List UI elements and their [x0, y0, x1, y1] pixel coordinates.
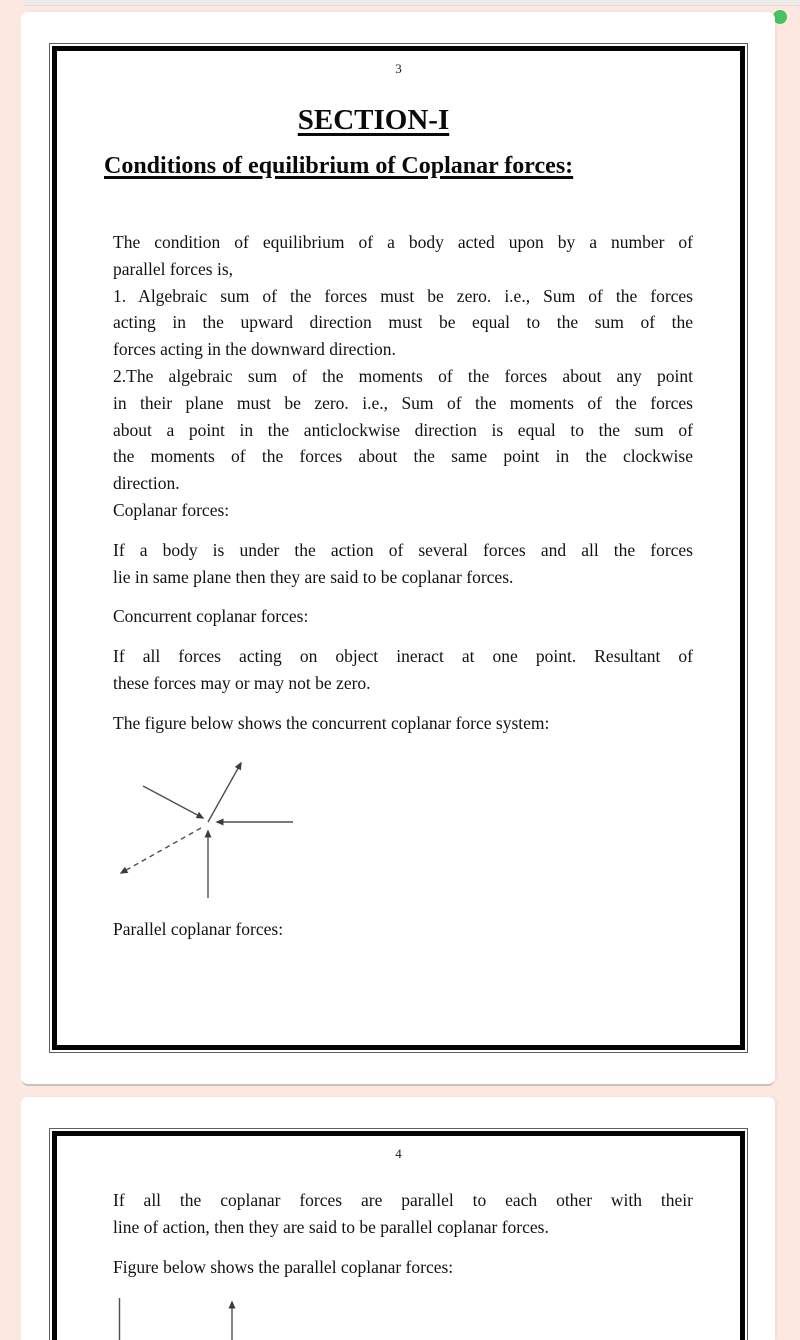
text-line: forces acting in the downward direction.: [113, 339, 396, 360]
text-line: parallel forces is,: [113, 258, 234, 279]
document-page-4: [21, 1097, 775, 1340]
text-line: in their plane must be zero. i.e., Sum of the moments of the forces: [113, 392, 693, 413]
text-line: the moments of the forces about the same point in the clockwise: [113, 446, 693, 467]
paragraph: [113, 1187, 693, 1241]
document-page-3: [21, 12, 775, 1084]
page-4-body: [113, 1187, 693, 1280]
text-line: If all the coplanar forces are parallel to each other with their: [113, 1190, 693, 1210]
page-3-body: [113, 229, 693, 942]
text-line: lie in same plane then they are said to be coplanar forces.: [113, 566, 514, 587]
text-line: 1. Algebraic sum of the forces must be zero. i.e., Sum of the forces: [113, 285, 693, 306]
paragraph: [113, 916, 693, 943]
concurrent-forces-figure: [113, 746, 693, 904]
text-line: Parallel coplanar forces:: [113, 918, 284, 939]
text-line: acting in the upward direction must be equal to the sum of the: [113, 312, 693, 333]
page-number: 3: [395, 61, 402, 76]
text-line: If a body is under the action of several forces and all the forces: [113, 539, 693, 560]
text-line: If all forces acting on object ineract at one point. Resultant of: [113, 646, 693, 667]
text-line: about a point in the anticlockwise direction is equal to the sum of: [113, 419, 693, 440]
paragraph: [113, 603, 693, 630]
section-title: SECTION-I: [297, 104, 450, 136]
text-line: The condition of equilibrium of a body acted upon by a number of: [113, 232, 693, 252]
paragraph: [113, 643, 693, 697]
top-strip: [24, 0, 800, 6]
text-line: line of action, then they are said to be parallel coplanar forces.: [113, 1216, 549, 1237]
text-line: Concurrent coplanar forces:: [113, 606, 309, 627]
paragraph: [113, 229, 693, 524]
text-line: The figure below shows the concurrent coplanar force system:: [113, 712, 550, 733]
status-indicator-dot: [773, 10, 787, 24]
paragraph: [113, 537, 693, 591]
heading-conditions-of-equilibrium: Conditions of equilibrium of Coplanar forces:: [104, 153, 574, 179]
page-number: 4: [395, 1146, 402, 1161]
text-line: 2.The algebraic sum of the moments of the forces about any point: [113, 365, 693, 386]
text-line: these forces may or may not be zero.: [113, 672, 371, 693]
paragraph: [113, 1254, 693, 1281]
paragraph: [113, 710, 693, 737]
text-line: Figure below shows the parallel coplanar forces:: [113, 1256, 454, 1277]
parallel-forces-figure: [111, 1292, 311, 1340]
text-line: direction.: [113, 473, 180, 494]
force-arrows-diagram: [105, 746, 305, 904]
text-line: Coplanar forces:: [113, 499, 230, 520]
